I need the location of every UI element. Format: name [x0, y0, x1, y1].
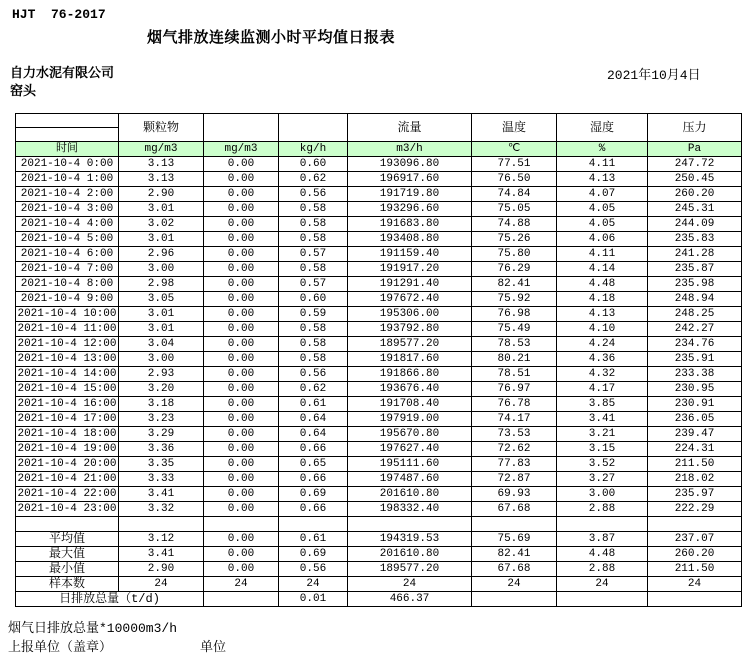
- value-cell: 248.25: [648, 307, 742, 322]
- table-row: [16, 427, 742, 442]
- summary-label: 平均值: [16, 532, 119, 547]
- value-cell: 195306.00: [348, 307, 472, 322]
- summary-value: 194319.53: [348, 532, 472, 547]
- value-cell: 0.56: [279, 187, 348, 202]
- group-header-particulate: 颗粒物: [119, 114, 204, 142]
- table-row: [16, 292, 742, 307]
- summary-value: 3.12: [119, 532, 204, 547]
- value-cell: 4.18: [557, 292, 648, 307]
- unit-mg-m3-1: mg/m3: [119, 142, 204, 157]
- value-cell: 78.51: [472, 367, 557, 382]
- value-cell: 0.60: [279, 292, 348, 307]
- value-cell: 0.62: [279, 382, 348, 397]
- value-cell: 3.33: [119, 472, 204, 487]
- time-cell: 2021-10-4 10:00: [17, 308, 117, 320]
- value-cell: 74.88: [472, 217, 557, 232]
- value-cell: 0.00: [204, 442, 279, 457]
- value-cell: 77.51: [472, 157, 557, 172]
- value-cell: 2.98: [119, 277, 204, 292]
- value-cell: 193096.80: [348, 157, 472, 172]
- group-header-flow: 流量: [348, 114, 472, 142]
- value-cell: 0.57: [279, 277, 348, 292]
- value-cell: 2.88: [557, 502, 648, 517]
- time-cell: 2021-10-4 3:00: [16, 202, 119, 217]
- value-cell: 0.58: [279, 352, 348, 367]
- value-cell: 0.62: [279, 172, 348, 187]
- table-row: [16, 277, 742, 292]
- value-cell: 2.96: [119, 247, 204, 262]
- summary-value: 75.69: [472, 532, 557, 547]
- value-cell: 0.00: [204, 352, 279, 367]
- value-cell: 230.91: [648, 397, 742, 412]
- value-cell: 0.00: [204, 322, 279, 337]
- value-cell: 193676.40: [348, 382, 472, 397]
- value-cell: 3.00: [119, 262, 204, 277]
- time-cell: 2021-10-4 15:00: [17, 383, 117, 395]
- value-cell: 4.05: [557, 202, 648, 217]
- table-row: [16, 412, 742, 427]
- time-cell: 2021-10-4 21:00: [17, 473, 117, 485]
- daily-total-value: [472, 592, 557, 607]
- summary-value: 3.41: [119, 547, 204, 562]
- report-unit-label: 上报单位（盖章）: [8, 640, 113, 655]
- report-date: 2021年10月4日: [607, 68, 701, 83]
- value-cell: 0.00: [204, 487, 279, 502]
- summary-value: 189577.20: [348, 562, 472, 577]
- value-cell: 248.94: [648, 292, 742, 307]
- daily-total-value: [557, 592, 648, 607]
- value-cell: 0.00: [204, 202, 279, 217]
- value-cell: 82.41: [472, 277, 557, 292]
- time-cell: 2021-10-4 22:00: [17, 488, 117, 500]
- value-cell: 3.15: [557, 442, 648, 457]
- summary-value: 0.00: [204, 532, 279, 547]
- value-cell: 198332.40: [348, 502, 472, 517]
- value-cell: 224.31: [648, 442, 742, 457]
- summary-value: 2.90: [119, 562, 204, 577]
- value-cell: 0.60: [279, 157, 348, 172]
- value-cell: 75.26: [472, 232, 557, 247]
- time-cell: 2021-10-4 20:00: [17, 458, 117, 470]
- value-cell: 4.36: [557, 352, 648, 367]
- value-cell: 75.80: [472, 247, 557, 262]
- value-cell: 235.83: [648, 232, 742, 247]
- value-cell: 0.00: [204, 382, 279, 397]
- summary-value: 24: [648, 577, 742, 592]
- summary-value: 260.20: [648, 547, 742, 562]
- empty-cell: [279, 517, 348, 532]
- value-cell: 76.98: [472, 307, 557, 322]
- summary-value: 4.48: [557, 547, 648, 562]
- value-cell: 0.00: [204, 457, 279, 472]
- table-row: [16, 157, 742, 172]
- value-cell: 75.92: [472, 292, 557, 307]
- value-cell: 3.21: [557, 427, 648, 442]
- time-cell: 2021-10-4 0:00: [16, 157, 119, 172]
- group-header-row: [16, 114, 742, 142]
- daily-total-row: [16, 592, 742, 607]
- empty-cell: [557, 517, 648, 532]
- table-row: [16, 337, 742, 352]
- value-cell: 0.00: [204, 217, 279, 232]
- footer-note: 烟气日排放总量*10000m3/h: [8, 621, 178, 636]
- value-cell: 0.00: [204, 337, 279, 352]
- value-cell: 235.87: [648, 262, 742, 277]
- value-cell: 189577.20: [348, 337, 472, 352]
- value-cell: 3.00: [119, 352, 204, 367]
- value-cell: 236.05: [648, 412, 742, 427]
- value-cell: 0.00: [204, 412, 279, 427]
- group-header-empty-1: [204, 114, 279, 142]
- value-cell: 77.83: [472, 457, 557, 472]
- table-row: [16, 172, 742, 187]
- table-row: [16, 202, 742, 217]
- value-cell: 3.41: [557, 412, 648, 427]
- value-cell: 193408.80: [348, 232, 472, 247]
- value-cell: 0.00: [204, 157, 279, 172]
- table-row: [16, 232, 742, 247]
- value-cell: 0.64: [279, 412, 348, 427]
- summary-value: 24: [348, 577, 472, 592]
- time-cell: 2021-10-4 5:00: [16, 232, 119, 247]
- value-cell: 191708.40: [348, 397, 472, 412]
- table-row: [16, 352, 742, 367]
- summary-value: 211.50: [648, 562, 742, 577]
- value-cell: 193792.80: [348, 322, 472, 337]
- summary-value: 24: [119, 577, 204, 592]
- value-cell: 193296.60: [348, 202, 472, 217]
- summary-value: 0.00: [204, 547, 279, 562]
- station-name: 窑头: [10, 84, 37, 99]
- time-cell: 2021-10-4 4:00: [16, 217, 119, 232]
- summary-value: 0.56: [279, 562, 348, 577]
- table-row: [16, 472, 742, 487]
- summary-row: [16, 532, 742, 547]
- value-cell: 3.52: [557, 457, 648, 472]
- value-cell: 197919.00: [348, 412, 472, 427]
- value-cell: 76.78: [472, 397, 557, 412]
- summary-value: 24: [557, 577, 648, 592]
- empty-cell: [16, 517, 119, 532]
- value-cell: 0.64: [279, 427, 348, 442]
- value-cell: 0.61: [279, 397, 348, 412]
- value-cell: 76.50: [472, 172, 557, 187]
- value-cell: 3.00: [557, 487, 648, 502]
- value-cell: 3.29: [119, 427, 204, 442]
- summary-row: [16, 547, 742, 562]
- time-cell: 2021-10-4 9:00: [16, 292, 119, 307]
- value-cell: 4.07: [557, 187, 648, 202]
- value-cell: 4.10: [557, 322, 648, 337]
- value-cell: 235.91: [648, 352, 742, 367]
- spacer-row: [16, 517, 742, 532]
- value-cell: 241.28: [648, 247, 742, 262]
- empty-cell: [472, 517, 557, 532]
- summary-value: 0.61: [279, 532, 348, 547]
- value-cell: 234.76: [648, 337, 742, 352]
- value-cell: 4.48: [557, 277, 648, 292]
- value-cell: 260.20: [648, 187, 742, 202]
- value-cell: 191683.80: [348, 217, 472, 232]
- time-cell: 2021-10-4 8:00: [16, 277, 119, 292]
- value-cell: 3.41: [119, 487, 204, 502]
- value-cell: 0.58: [279, 262, 348, 277]
- value-cell: 0.58: [279, 232, 348, 247]
- empty-cell: [204, 517, 279, 532]
- value-cell: 0.00: [204, 172, 279, 187]
- unit-label: 单位: [200, 640, 227, 655]
- empty-cell: [119, 517, 204, 532]
- value-cell: 222.29: [648, 502, 742, 517]
- value-cell: 0.00: [204, 262, 279, 277]
- table-row: [16, 457, 742, 472]
- value-cell: 4.06: [557, 232, 648, 247]
- time-cell: 2021-10-4 16:00: [17, 398, 117, 410]
- unit-kg-h: kg/h: [279, 142, 348, 157]
- table-row: [16, 367, 742, 382]
- value-cell: 250.45: [648, 172, 742, 187]
- value-cell: 3.05: [119, 292, 204, 307]
- daily-total-value: [204, 592, 279, 607]
- value-cell: 197487.60: [348, 472, 472, 487]
- value-cell: 191917.20: [348, 262, 472, 277]
- value-cell: 3.35: [119, 457, 204, 472]
- group-header-humidity: 湿度: [557, 114, 648, 142]
- value-cell: 0.00: [204, 187, 279, 202]
- table-row: [16, 307, 742, 322]
- value-cell: 197627.40: [348, 442, 472, 457]
- value-cell: 0.58: [279, 337, 348, 352]
- value-cell: 3.20: [119, 382, 204, 397]
- empty-cell: [648, 517, 742, 532]
- summary-label: 样本数: [16, 577, 119, 592]
- summary-value: 2.88: [557, 562, 648, 577]
- value-cell: 3.23: [119, 412, 204, 427]
- table-row: [16, 247, 742, 262]
- value-cell: 247.72: [648, 157, 742, 172]
- value-cell: 0.58: [279, 322, 348, 337]
- unit-header-row: [16, 142, 742, 157]
- value-cell: 0.58: [279, 217, 348, 232]
- value-cell: 0.66: [279, 442, 348, 457]
- unit-m3-h: m3/h: [348, 142, 472, 157]
- value-cell: 3.01: [119, 232, 204, 247]
- value-cell: 0.00: [204, 502, 279, 517]
- table-row: [16, 502, 742, 517]
- value-cell: 195670.80: [348, 427, 472, 442]
- group-header-pressure: 压力: [648, 114, 742, 142]
- value-cell: 3.13: [119, 157, 204, 172]
- value-cell: 211.50: [648, 457, 742, 472]
- value-cell: 0.00: [204, 427, 279, 442]
- time-cell: 2021-10-4 23:00: [17, 503, 117, 515]
- value-cell: 191719.80: [348, 187, 472, 202]
- value-cell: 0.59: [279, 307, 348, 322]
- value-cell: 0.56: [279, 367, 348, 382]
- daily-total-label: 日排放总量（t/d): [16, 592, 204, 607]
- unit-pa: Pa: [648, 142, 742, 157]
- value-cell: 72.87: [472, 472, 557, 487]
- time-cell: 2021-10-4 6:00: [16, 247, 119, 262]
- value-cell: 3.01: [119, 322, 204, 337]
- value-cell: 4.17: [557, 382, 648, 397]
- summary-value: 24: [279, 577, 348, 592]
- empty-cell: [348, 517, 472, 532]
- value-cell: 201610.80: [348, 487, 472, 502]
- unit-celsius: ℃: [472, 142, 557, 157]
- value-cell: 4.05: [557, 217, 648, 232]
- time-cell: 2021-10-4 12:00: [17, 338, 117, 350]
- value-cell: 239.47: [648, 427, 742, 442]
- value-cell: 4.11: [557, 247, 648, 262]
- value-cell: 3.01: [119, 202, 204, 217]
- summary-value: 67.68: [472, 562, 557, 577]
- summary-value: 201610.80: [348, 547, 472, 562]
- table-row: [16, 487, 742, 502]
- value-cell: 3.32: [119, 502, 204, 517]
- unit-mg-m3-2: mg/m3: [204, 142, 279, 157]
- value-cell: 69.93: [472, 487, 557, 502]
- value-cell: 0.00: [204, 247, 279, 262]
- value-cell: 3.02: [119, 217, 204, 232]
- time-cell: 2021-10-4 1:00: [16, 172, 119, 187]
- value-cell: 242.27: [648, 322, 742, 337]
- summary-value: 0.69: [279, 547, 348, 562]
- company-name: 自力水泥有限公司: [10, 66, 115, 81]
- value-cell: 196917.60: [348, 172, 472, 187]
- summary-label: 最大值: [16, 547, 119, 562]
- time-cell: 2021-10-4 18:00: [17, 428, 117, 440]
- value-cell: 3.01: [119, 307, 204, 322]
- summary-value: 82.41: [472, 547, 557, 562]
- value-cell: 195111.60: [348, 457, 472, 472]
- value-cell: 73.53: [472, 427, 557, 442]
- summary-value: 24: [472, 577, 557, 592]
- value-cell: 3.18: [119, 397, 204, 412]
- value-cell: 233.38: [648, 367, 742, 382]
- value-cell: 4.13: [557, 307, 648, 322]
- corner-cell: [16, 114, 119, 142]
- table-row: [16, 442, 742, 457]
- group-header-temperature: 温度: [472, 114, 557, 142]
- value-cell: 0.58: [279, 202, 348, 217]
- data-rows: [16, 157, 742, 517]
- value-cell: 235.98: [648, 277, 742, 292]
- time-cell: 2021-10-4 13:00: [17, 353, 117, 365]
- value-cell: 3.04: [119, 337, 204, 352]
- summary-value: 3.87: [557, 532, 648, 547]
- value-cell: 3.13: [119, 172, 204, 187]
- time-cell: 2021-10-4 14:00: [17, 368, 117, 380]
- value-cell: 0.00: [204, 397, 279, 412]
- page-title: 烟气排放连续监测小时平均值日报表: [147, 30, 396, 47]
- value-cell: 75.05: [472, 202, 557, 217]
- summary-rows: [16, 517, 742, 607]
- value-cell: 67.68: [472, 502, 557, 517]
- value-cell: 4.13: [557, 172, 648, 187]
- value-cell: 76.97: [472, 382, 557, 397]
- value-cell: 74.17: [472, 412, 557, 427]
- value-cell: 75.49: [472, 322, 557, 337]
- daily-total-value: 0.01: [279, 592, 348, 607]
- value-cell: 76.29: [472, 262, 557, 277]
- value-cell: 4.32: [557, 367, 648, 382]
- value-cell: 191866.80: [348, 367, 472, 382]
- value-cell: 4.11: [557, 157, 648, 172]
- table-row: [16, 397, 742, 412]
- value-cell: 0.66: [279, 472, 348, 487]
- value-cell: 0.00: [204, 292, 279, 307]
- summary-value: 24: [204, 577, 279, 592]
- value-cell: 245.31: [648, 202, 742, 217]
- value-cell: 74.84: [472, 187, 557, 202]
- group-header-empty-2: [279, 114, 348, 142]
- time-cell: 2021-10-4 19:00: [17, 443, 117, 455]
- value-cell: 80.21: [472, 352, 557, 367]
- value-cell: 0.00: [204, 232, 279, 247]
- report-table: [15, 113, 742, 607]
- value-cell: 197672.40: [348, 292, 472, 307]
- time-cell: 2021-10-4 11:00: [17, 323, 117, 335]
- value-cell: 2.93: [119, 367, 204, 382]
- summary-row: [16, 577, 742, 592]
- table-row: [16, 382, 742, 397]
- value-cell: 235.97: [648, 487, 742, 502]
- summary-row: [16, 562, 742, 577]
- value-cell: 0.00: [204, 277, 279, 292]
- value-cell: 4.14: [557, 262, 648, 277]
- value-cell: 0.66: [279, 502, 348, 517]
- value-cell: 0.00: [204, 367, 279, 382]
- value-cell: 3.85: [557, 397, 648, 412]
- summary-value: 0.00: [204, 562, 279, 577]
- daily-total-value: [648, 592, 742, 607]
- value-cell: 0.65: [279, 457, 348, 472]
- value-cell: 2.90: [119, 187, 204, 202]
- value-cell: 191159.40: [348, 247, 472, 262]
- value-cell: 0.00: [204, 472, 279, 487]
- summary-label: 最小值: [16, 562, 119, 577]
- value-cell: 244.09: [648, 217, 742, 232]
- time-header: 时间: [16, 142, 119, 157]
- value-cell: 218.02: [648, 472, 742, 487]
- table-row: [16, 187, 742, 202]
- time-cell: 2021-10-4 7:00: [16, 262, 119, 277]
- value-cell: 191817.60: [348, 352, 472, 367]
- value-cell: 3.36: [119, 442, 204, 457]
- value-cell: 4.24: [557, 337, 648, 352]
- value-cell: 78.53: [472, 337, 557, 352]
- value-cell: 191291.40: [348, 277, 472, 292]
- time-cell: 2021-10-4 17:00: [17, 413, 117, 425]
- unit-percent: %: [557, 142, 648, 157]
- standard-code: HJT 76-2017: [12, 7, 106, 22]
- table-row: [16, 322, 742, 337]
- value-cell: 0.00: [204, 307, 279, 322]
- value-cell: 72.62: [472, 442, 557, 457]
- time-cell: 2021-10-4 2:00: [16, 187, 119, 202]
- table-row: [16, 217, 742, 232]
- value-cell: 230.95: [648, 382, 742, 397]
- table-row: [16, 262, 742, 277]
- value-cell: 3.27: [557, 472, 648, 487]
- value-cell: 0.57: [279, 247, 348, 262]
- summary-value: 237.07: [648, 532, 742, 547]
- daily-total-value: 466.37: [348, 592, 472, 607]
- value-cell: 0.69: [279, 487, 348, 502]
